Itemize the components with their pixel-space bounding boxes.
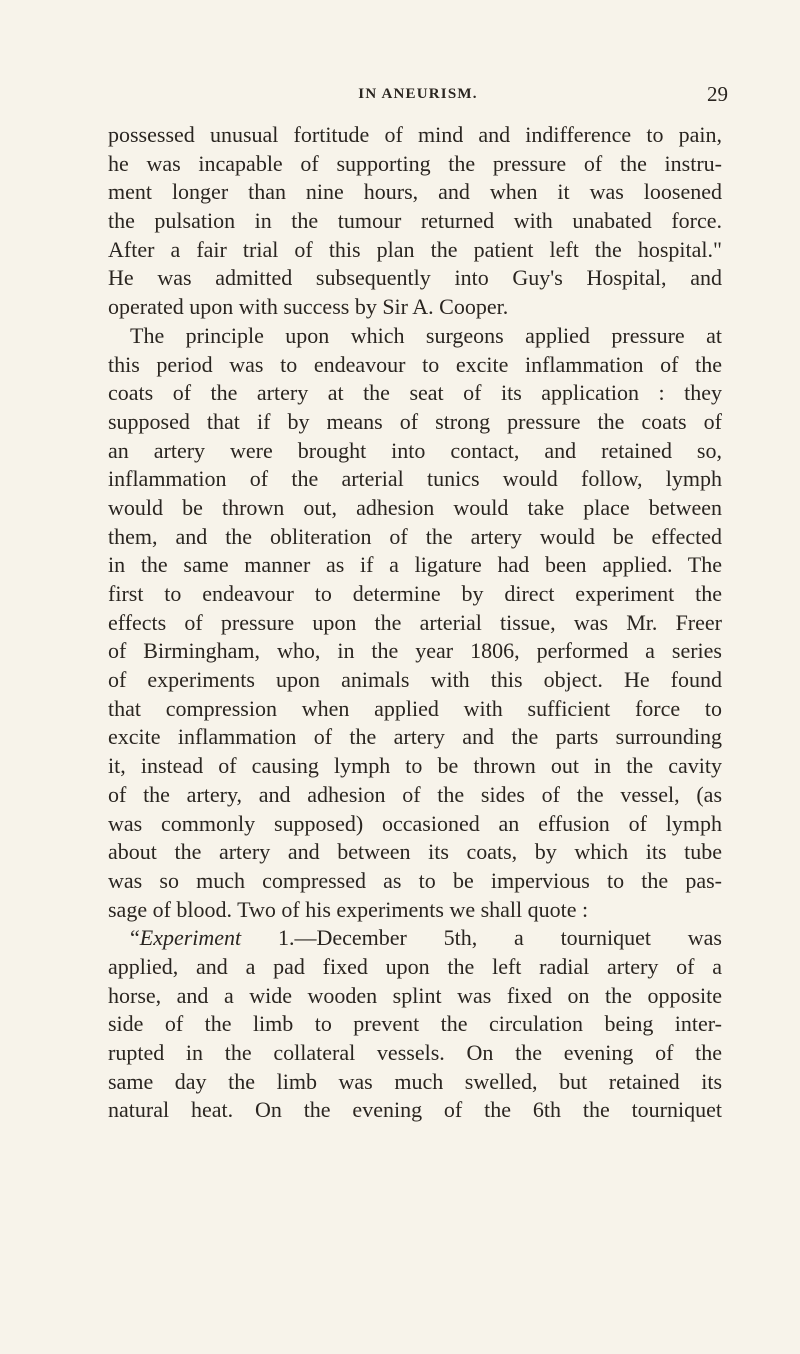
text-line: of Birmingham, who, in the year 1806, performed a series: [108, 638, 722, 664]
text-line: an artery were brought into contact, and retained so,: [108, 437, 722, 463]
text-line: was so much compressed as to be impervious to the pas-: [108, 867, 722, 893]
text-line: effects of pressure upon the arterial tissue, was Mr. Freer: [108, 609, 722, 635]
text-line: this period was to endeavour to excite inflammation of the: [108, 351, 722, 377]
text-line: of experiments upon animals with this object. He found: [108, 667, 722, 693]
running-head-title: IN ANEURISM.: [358, 86, 478, 102]
experiment-heading-line: [108, 924, 722, 953]
page-number: 29: [707, 82, 728, 106]
text-line: applied, and a pad fixed upon the left radial artery of a: [108, 953, 722, 979]
text-line: of the artery, and adhesion of the sides of the vessel, (as: [108, 781, 722, 807]
text-line: side of the limb to prevent the circulation being inter-: [108, 1011, 722, 1037]
text-line: natural heat. On the evening of the 6th the tourniquet: [108, 1097, 722, 1123]
body-text: [108, 121, 722, 1125]
text-line: After a fair trial of this plan the patient left the hospital.": [108, 236, 722, 262]
paragraph-start-line: The principle upon which surgeons applied pressure at: [130, 322, 722, 348]
text-line: it, instead of causing lymph to be thrown out in the cavity: [108, 753, 722, 779]
text-line: that compression when applied with sufficient force to: [108, 695, 722, 721]
text-line: them, and the obliteration of the artery would be effected: [108, 523, 722, 549]
text-line: the pulsation in the tumour returned with unabated force.: [108, 208, 722, 234]
text-line: first to endeavour to determine by direct experiment the: [108, 581, 722, 606]
text-line: same day the limb was much swelled, but retained its: [108, 1068, 722, 1094]
opening-quote: “: [130, 925, 140, 951]
text-line: He was admitted subsequently into Guy's Hospital, and: [108, 265, 722, 291]
experiment-label: Experiment: [139, 925, 242, 951]
text-line: would be thrown out, adhesion would take place between: [108, 494, 722, 520]
text-line: in the same manner as if a ligature had been applied. The: [108, 552, 722, 578]
text-line: supposed that if by means of strong pressure the coats of: [108, 408, 722, 434]
text-line: inflammation of the arterial tunics would follow, lymph: [108, 466, 722, 492]
text-line: ment longer than nine hours, and when it was loosened: [108, 179, 722, 205]
text-line: coats of the artery at the seat of its application : they: [108, 380, 722, 406]
text-line: rupted in the collateral vessels. On the evening of the: [108, 1040, 722, 1065]
text-line: sage of blood. Two of his experiments we shall quote :: [108, 896, 589, 922]
text-line: horse, and a wide wooden splint was fixed on the opposite: [108, 982, 722, 1008]
text-line: operated upon with success by Sir A. Cooper.: [108, 294, 509, 320]
text-line: he was incapable of supporting the pressure of the instru-: [108, 150, 722, 176]
text-line: was commonly supposed) occasioned an effusion of lymph: [108, 810, 722, 836]
text-line: about the artery and between its coats, by which its tube: [108, 839, 722, 865]
text-line: excite inflammation of the artery and the parts surrounding: [108, 724, 722, 750]
experiment-date-text: 1.—December 5th, a tourniquet was: [241, 925, 722, 951]
text-line: possessed unusual fortitude of mind and indifference to pain,: [108, 122, 722, 147]
running-head: [108, 82, 728, 114]
